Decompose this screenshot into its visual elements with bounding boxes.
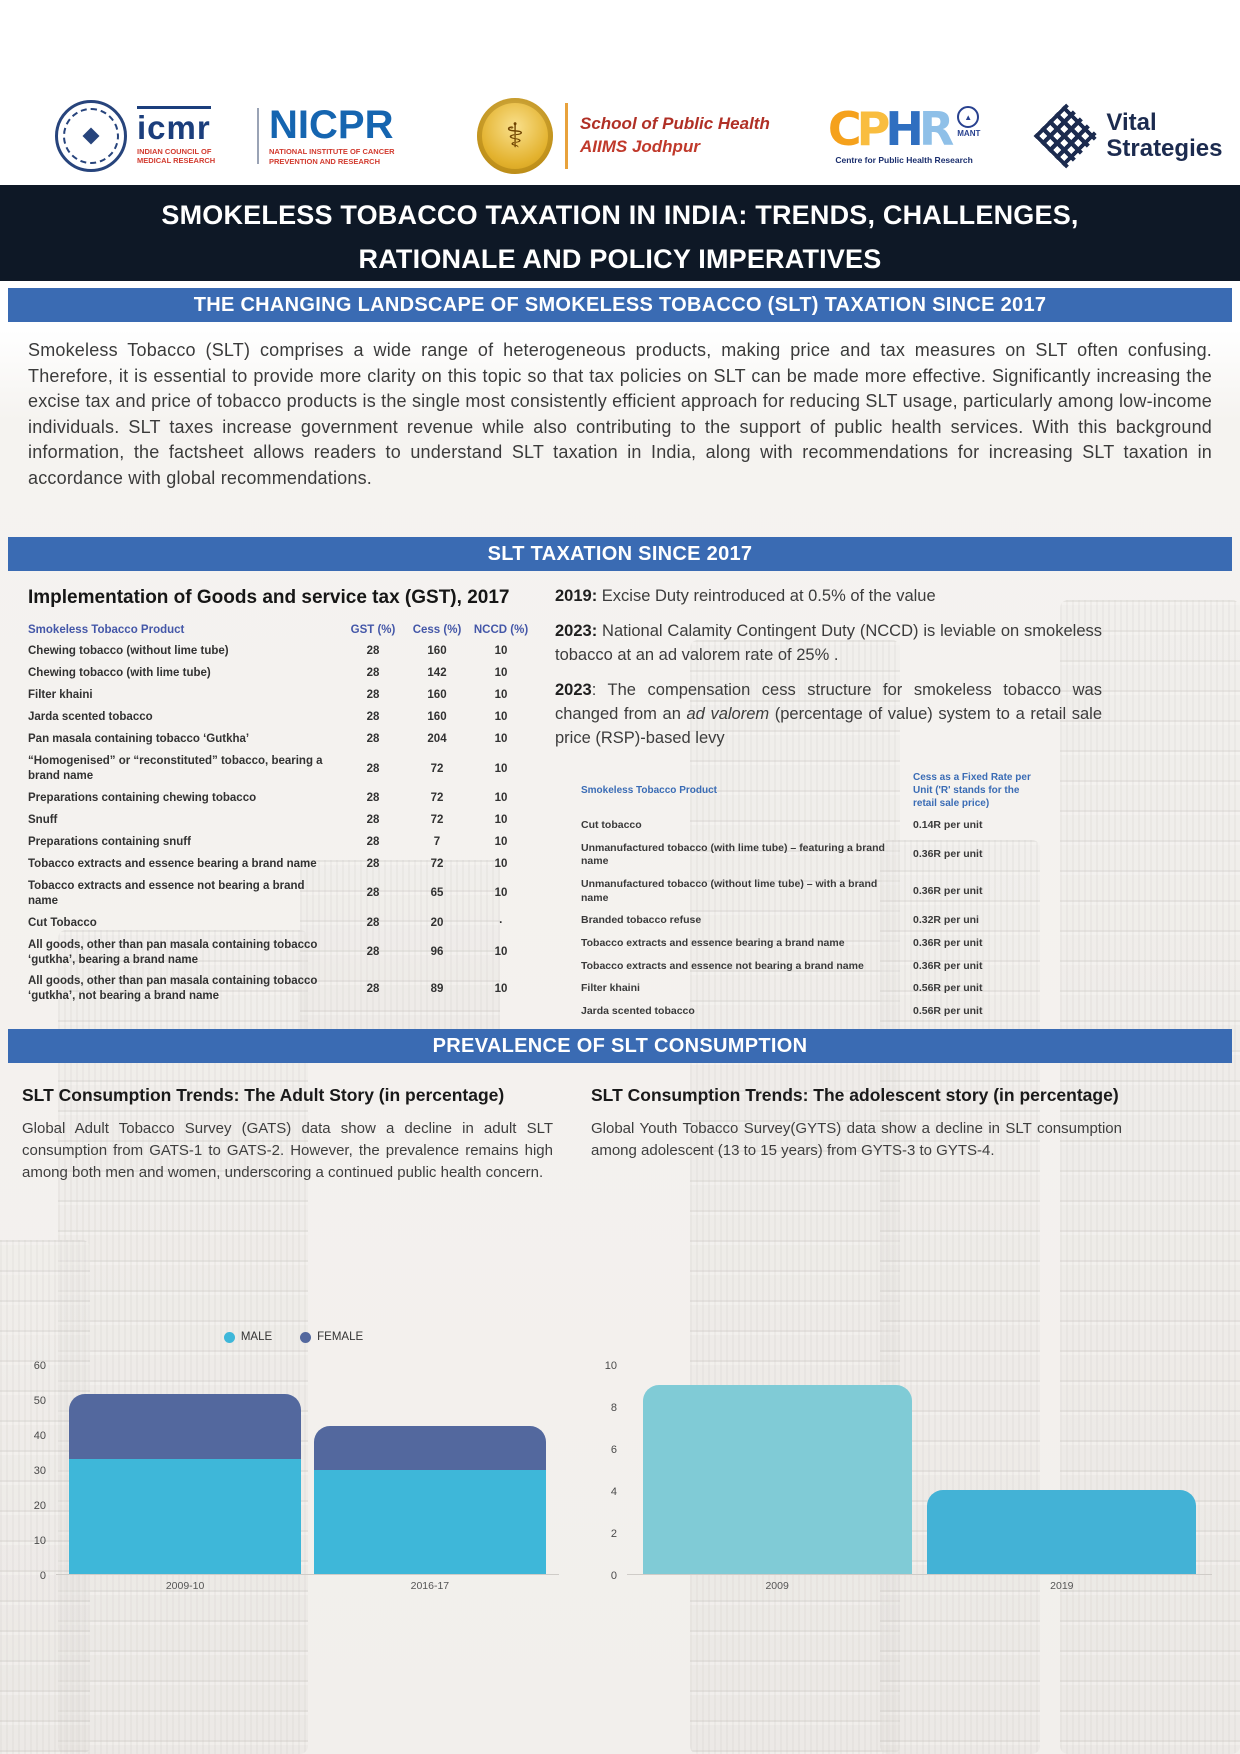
table-header-row: [581, 767, 1031, 815]
table-cell: 10: [494, 813, 508, 826]
aiims-jodhpur-label: AIIMS Jodhpur: [580, 136, 700, 156]
table-row: [581, 815, 1031, 838]
table-cell: 0.32R per uni: [913, 914, 979, 927]
adult-chart-legend: [8, 1331, 579, 1343]
table-row: [28, 912, 533, 934]
table-row: [28, 685, 533, 707]
table-cell: Cut tobacco: [581, 819, 642, 832]
table-cell: Preparations containing snuff: [28, 835, 191, 848]
table-cell: 28: [366, 982, 380, 995]
table-cell: 20: [430, 916, 444, 929]
y-tick-label: 2: [610, 1528, 617, 1540]
table-row: [581, 955, 1031, 978]
table-cell: 72: [430, 762, 444, 775]
adolescent-consumption-chart: [587, 1360, 1216, 1597]
aiims-school-label: School of Public Health: [580, 114, 770, 134]
legend-item-male: [224, 1331, 272, 1343]
table-cell: 204: [427, 733, 447, 746]
table-cell: 28: [366, 887, 380, 900]
table-cell: Pan masala containing tobacco ‘Gutkha’: [28, 733, 250, 746]
table-cell: 10: [494, 792, 508, 804]
table-cell: 10: [494, 857, 508, 870]
legend-dot: [300, 1332, 311, 1343]
column-header: Cess (%): [412, 623, 462, 636]
cphr-caption: Centre for Public Health Research: [835, 155, 973, 165]
y-tick-label: 30: [33, 1465, 46, 1477]
adult-consumption-chart: [16, 1360, 563, 1597]
table-cell: 160: [427, 689, 447, 702]
table-cell: Chewing tobacco (with lime tube): [28, 667, 211, 680]
table-cell: 28: [366, 916, 380, 929]
cess-rate-table: [581, 767, 1031, 1023]
table-cell: 10: [494, 645, 508, 658]
x-tick-label: 2019: [1050, 1580, 1074, 1592]
mant-emblem-icon: ▲: [957, 106, 979, 128]
table-cell: 28: [366, 857, 380, 870]
table-cell: 10: [494, 887, 508, 900]
gst-table: [28, 619, 533, 1008]
table-cell: 0.36R per unit: [913, 959, 983, 972]
table-cell: Jarda scented tobacco: [28, 711, 153, 724]
table-cell: 0.36R per unit: [913, 848, 983, 861]
vital-strategies-logo: [1038, 108, 1222, 164]
table-cell: Tobacco extracts and essence not bearing a brand name: [581, 959, 864, 972]
column-header: Cess as a Fixed Rate per Unit ('R' stands for the retail sale price): [913, 772, 1031, 810]
y-tick-label: 6: [610, 1444, 617, 1456]
table-cell: 142: [427, 667, 447, 680]
table-cell: Preparations containing chewing tobacco: [28, 792, 257, 804]
table-cell: Unmanufactured tobacco (with lime tube) – featuring a brand name: [581, 841, 885, 868]
table-cell: 0.56R per unit: [913, 1004, 983, 1017]
table-row: [28, 788, 533, 810]
table-cell: 28: [366, 733, 380, 746]
x-tick-label: 2016-17: [410, 1580, 450, 1592]
vital-strategies-wordmark: Vital Strategies: [1106, 109, 1223, 162]
timeline-column: [533, 571, 1212, 1029]
table-cell: 28: [366, 792, 380, 804]
cphr-letter: H: [885, 102, 919, 156]
bar-2016-17-female: [314, 1426, 545, 1471]
table-row: [28, 809, 533, 831]
table-cell: Filter khaini: [28, 689, 93, 702]
table-cell: 10: [494, 762, 508, 775]
table-cell: Tobacco extracts and essence bearing a brand name: [28, 857, 317, 870]
table-cell: Tobacco extracts and essence bearing a brand name: [581, 936, 845, 949]
table-cell: 10: [494, 711, 508, 724]
table-cell: 28: [366, 835, 380, 848]
table-cell: 0.56R per unit: [913, 982, 983, 995]
section-banner-landscape: THE CHANGING LANDSCAPE OF SMOKELESS TOBACCO (SLT) TAXATION SINCE 2017: [8, 288, 1232, 322]
x-tick-label: 2009: [765, 1580, 789, 1592]
table-cell: All goods, other than pan masala containing tobacco ‘gutkha’, bearing a brand name: [28, 938, 318, 966]
y-tick-label: 50: [33, 1395, 46, 1407]
icmr-wordmark-block: [137, 106, 247, 166]
table-cell: 160: [427, 645, 447, 658]
column-header: Smokeless Tobacco Product: [581, 785, 717, 797]
gst-table-title: Implementation of Goods and service tax (GST), 2017: [28, 587, 510, 608]
mant-label: MANT: [957, 129, 981, 138]
table-row: [581, 932, 1031, 955]
table-cell: ·: [499, 916, 503, 929]
y-tick-label: 10: [604, 1360, 617, 1372]
section-banner-taxation: SLT TAXATION SINCE 2017: [8, 537, 1232, 571]
y-tick-label: 60: [33, 1360, 46, 1372]
cphr-letter: R: [918, 102, 950, 156]
aiims-logo: [477, 98, 770, 174]
poster-title-banner: [0, 185, 1240, 281]
y-tick-label: 20: [33, 1500, 46, 1512]
icmr-caption: INDIAN COUNCIL OF MEDICAL RESEARCH: [137, 146, 216, 165]
column-header: Smokeless Tobacco Product: [28, 623, 185, 636]
legend-label: FEMALE: [317, 1331, 364, 1343]
column-header: NCCD (%): [473, 623, 529, 636]
bar-2019: [927, 1490, 1196, 1574]
logo-divider: [565, 103, 568, 169]
aiims-seal-icon: ⚕: [477, 98, 553, 174]
table-cell: 10: [494, 835, 508, 848]
adult-trends-column: [8, 1063, 579, 1743]
table-cell: 28: [366, 645, 380, 658]
table-header-row: [28, 619, 533, 641]
bar-2009-10-male: [69, 1459, 300, 1574]
bar-2009: [643, 1385, 912, 1574]
table-row: [28, 707, 533, 729]
section-banner-prevalence: PREVALENCE OF SLT CONSUMPTION: [8, 1029, 1232, 1063]
table-row: [28, 663, 533, 685]
table-cell: 10: [494, 946, 508, 959]
chart-plot-area: [56, 1365, 559, 1592]
nicpr-wordmark-block: [269, 105, 419, 166]
table-row: [28, 831, 533, 853]
timeline-entry-2023-nccd: 2023: National Calamity Contingent Duty (NCCD) is leviable on smokeless tobacco at an ad valorem rate of 25% .: [555, 621, 1102, 664]
table-cell: 89: [430, 982, 444, 995]
legend-dot: [224, 1332, 235, 1343]
taxation-section: [0, 571, 1240, 1029]
intro-paragraph: Smokeless Tobacco (SLT) comprises a wide range of heterogeneous products, making price and tax measures on SLT often confusing. Therefore, it is essential to provide more clarity on this topic so that tax policies on SLT can be made more effective. Significantly increasing the excise tax and price of tobacco products is the single most consistently efficient approach for reducing SLT usage, particularly among low-income individuals. SLT taxes increase government revenue while also contributing to the support of public health services. With this background information, the factsheet allows readers to understand SLT taxation in India, along with recommendations for increasing SLT taxation in accordance with global recommendations.: [28, 340, 1212, 488]
table-cell: 72: [430, 792, 444, 804]
table-row: [28, 934, 533, 971]
table-cell: Branded tobacco refuse: [581, 914, 702, 927]
bar-2009-10-female: [69, 1394, 300, 1458]
table-row: [28, 641, 533, 663]
timeline-entry-2023-cess: 2023: The compensation cess structure for smokeless tobacco was changed from an ad valorem (percentage of value) system to a retail sale price (RSP)-based levy: [555, 680, 1103, 747]
table-cell: 28: [366, 813, 380, 826]
table-cell: Unmanufactured tobacco (without lime tube) – with a brand name: [581, 877, 878, 904]
poster-title-line1: SMOKELESS TOBACCO TAXATION IN INDIA: TRENDS, CHALLENGES,: [161, 200, 1079, 230]
adolescent-trends-column: [579, 1063, 1232, 1743]
chart-plot-area: [627, 1365, 1212, 1592]
gst-table-column: [28, 571, 533, 1029]
table-cell: Tobacco extracts and essence not bearing a brand name: [28, 879, 305, 907]
table-row: [581, 910, 1031, 933]
icmr-emblem-icon: [55, 100, 127, 172]
table-row: [581, 873, 1031, 909]
table-cell: 28: [366, 711, 380, 724]
header-logos: [0, 0, 1240, 185]
y-tick-label: 40: [33, 1430, 46, 1442]
nicpr-caption: NATIONAL INSTITUTE OF CANCER PREVENTION AND RESEARCH: [269, 147, 395, 166]
adult-chart-title: SLT Consumption Trends: The Adult Story (in percentage): [22, 1085, 505, 1105]
table-cell: All goods, other than pan masala containing tobacco ‘gutkha’, not bearing a brand name: [28, 975, 318, 1003]
table-row: [581, 978, 1031, 1001]
y-tick-label: 10: [33, 1535, 46, 1547]
table-row: [581, 1000, 1031, 1023]
table-cell: 72: [430, 813, 444, 826]
table-cell: 10: [494, 689, 508, 702]
table-cell: 0.14R per unit: [913, 819, 983, 832]
legend-item-female: [300, 1331, 363, 1343]
table-cell: 160: [427, 711, 447, 724]
adolescent-chart-description: Global Youth Tobacco Survey(GYTS) data show a decline in SLT consumption among adolescent (13 to 15 years) from GYTS-3 to GYTS-4.: [591, 1120, 1122, 1159]
table-cell: 96: [430, 946, 444, 959]
table-cell: 10: [494, 733, 508, 746]
table-cell: “Homogenised” or “reconstituted” tobacco, bearing a brand name: [28, 755, 323, 783]
poster-title-line2: RATIONALE AND POLICY IMPERATIVES: [358, 243, 882, 274]
nicpr-wordmark: NICPR: [269, 103, 394, 148]
table-cell: 0.36R per unit: [913, 884, 983, 897]
aiims-text-block: [580, 113, 770, 157]
icmr-wordmark: icmr: [137, 106, 211, 144]
bar-2016-17-male: [314, 1470, 545, 1574]
table-cell: 0.36R per unit: [913, 936, 983, 949]
table-cell: 65: [430, 887, 444, 900]
table-cell: 28: [366, 689, 380, 702]
table-cell: Cut Tobacco: [28, 916, 97, 929]
adult-chart-description: Global Adult Tobacco Survey (GATS) data show a decline in adult SLT consumption from GATS-1 to GATS-2. However, the prevalence remains high among both men and women, underscoring a continued public health concern.: [22, 1120, 553, 1181]
table-row: [28, 751, 533, 788]
cphr-letter: C: [827, 102, 857, 156]
cphr-logo: [827, 102, 981, 165]
intro-section: [0, 322, 1240, 527]
table-row: [28, 729, 533, 751]
x-tick-label: 2009-10: [165, 1580, 205, 1592]
table-row: [28, 875, 533, 912]
table-cell: 72: [430, 857, 444, 870]
y-tick-label: 4: [610, 1486, 617, 1498]
mant-emblem-block: [957, 106, 980, 138]
prevalence-section: [0, 1063, 1240, 1743]
y-tick-label: 0: [610, 1570, 617, 1582]
timeline-entry-2019: 2019: Excise Duty reintroduced at 0.5% of the value: [555, 587, 936, 605]
column-header: GST (%): [350, 623, 396, 636]
table-cell: 28: [366, 946, 380, 959]
icmr-nicpr-logo: [55, 100, 419, 172]
table-cell: 7: [433, 835, 441, 848]
table-cell: Chewing tobacco (without lime tube): [28, 645, 229, 658]
table-cell: 10: [494, 667, 508, 680]
legend-label: MALE: [240, 1331, 273, 1343]
vital-strategies-weave-icon: [1034, 103, 1099, 168]
table-row: [28, 853, 533, 875]
table-cell: Filter khaini: [581, 982, 640, 995]
table-cell: 28: [366, 667, 380, 680]
table-cell: 10: [494, 982, 508, 995]
table-row: [581, 837, 1031, 873]
table-cell: Jarda scented tobacco: [581, 1004, 695, 1017]
y-tick-label: 8: [610, 1402, 617, 1414]
table-row: [28, 971, 533, 1008]
y-tick-label: 0: [39, 1570, 46, 1582]
table-cell: 28: [366, 762, 380, 775]
adolescent-chart-title: SLT Consumption Trends: The adolescent story (in percentage): [591, 1085, 1119, 1105]
cphr-letter: P: [856, 102, 886, 156]
logo-divider: [257, 108, 259, 164]
table-cell: Snuff: [28, 813, 58, 826]
